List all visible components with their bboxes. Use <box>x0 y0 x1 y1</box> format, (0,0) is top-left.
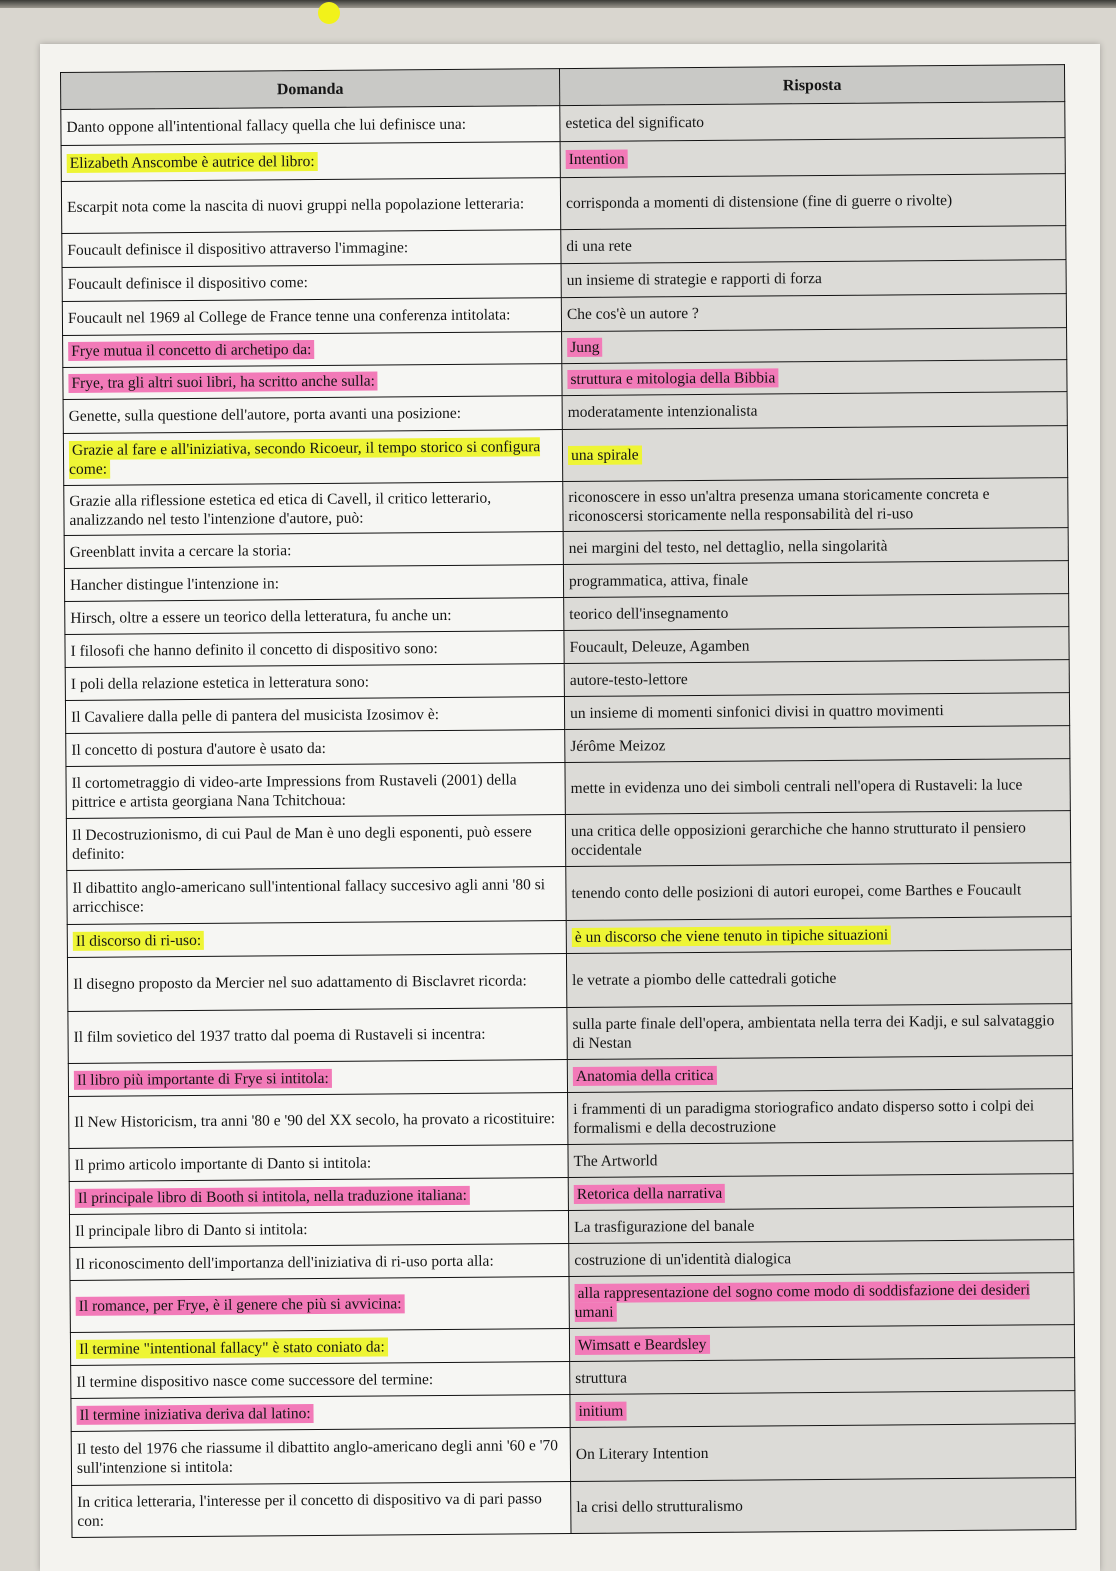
photo-top-edge <box>0 0 1116 8</box>
question-text: Il Decostruzionismo, di cui Paul de Man è uno degli esponenti, può essere definito: <box>71 822 532 863</box>
question-text: Il concetto di postura d'autore è usato da: <box>71 739 326 759</box>
answer-cell <box>561 294 1066 332</box>
question-text: Il disegno proposto da Mercier nel suo adattamento di Bisclavret ricorda: <box>73 972 527 993</box>
answer-cell <box>561 260 1066 298</box>
question-cell <box>63 364 562 400</box>
question-text: Foucault definisce il dispositivo come: <box>67 274 308 293</box>
answer-text: struttura e mitologia della Bibbia <box>567 368 778 389</box>
answer-cell <box>562 328 1067 364</box>
answer-cell <box>567 1056 1072 1093</box>
question-text: Grazie al fare e all'iniziativa, secondo Ricoeur, il tempo storico si configura come: <box>69 437 541 478</box>
answer-text: On Literary Intention <box>575 1444 709 1463</box>
answer-text: una spirale <box>568 445 642 465</box>
question-text: Hirsch, oltre a essere un teorico della letteratura, fu anche un: <box>70 606 452 627</box>
question-cell <box>69 1178 568 1215</box>
answer-text: costruzione di un'identità dialogica <box>574 1249 792 1269</box>
answer-cell <box>563 528 1068 565</box>
question-cell <box>67 954 566 1012</box>
question-cell <box>71 1395 570 1432</box>
question-text: Hancher distingue l'intenzione in: <box>69 574 280 594</box>
answer-cell <box>560 102 1065 142</box>
answer-text: di una rete <box>566 237 632 256</box>
question-text: I poli della relazione estetica in letteratura sono: <box>70 673 370 693</box>
question-cell <box>71 1428 570 1486</box>
answer-cell <box>566 917 1071 954</box>
answer-cell <box>570 1358 1075 1395</box>
answer-cell <box>570 1391 1075 1428</box>
answer-cell <box>562 392 1067 430</box>
answer-cell <box>560 138 1065 178</box>
answer-text: Jérôme Meizoz <box>570 736 666 755</box>
question-cell <box>66 763 565 819</box>
answer-text: moderatamente intenzionalista <box>567 402 758 422</box>
answer-cell <box>561 226 1066 264</box>
question-text: Frye mutua il concetto di archetipo da: <box>68 340 314 361</box>
answer-cell <box>568 1174 1073 1211</box>
question-cell <box>66 730 565 767</box>
question-text: Il Cavaliere dalla pelle di pantera del musicista Izosimov è: <box>70 705 440 726</box>
qa-table <box>60 64 1076 1538</box>
question-cell <box>65 664 564 701</box>
question-text: Escarpit nota come la nascita di nuovi gruppi nella popolazione letteraria: <box>66 195 525 216</box>
question-text: Il film sovietico del 1937 tratto dal poema di Rustaveli si incentra: <box>73 1025 486 1046</box>
answer-cell <box>562 360 1067 396</box>
table-row <box>69 1089 1073 1149</box>
answer-text: Foucault, Deleuze, Agamben <box>569 637 750 656</box>
question-text: Foucault nel 1969 al College de France tenne una conferenza intitolata: <box>67 306 511 327</box>
question-cell <box>64 532 563 569</box>
question-cell <box>63 332 562 368</box>
question-text: Il principale libro di Danto si intitola: <box>75 1220 308 1240</box>
question-text: Grazie alla riflessione estetica ed etica di Cavell, il critico letterario, analizzando nel testo l'intenzione d'autore, può: <box>69 489 492 529</box>
answer-cell <box>562 426 1067 482</box>
question-cell <box>70 1329 569 1366</box>
answer-text: La trasfigurazione del banale <box>574 1217 755 1236</box>
answer-cell <box>564 693 1069 730</box>
answer-text: autore-testo-lettore <box>569 670 688 689</box>
question-text: In critica letteraria, l'interesse per il concetto di dispositivo va di pari passo con: <box>77 1489 542 1530</box>
table-row <box>61 174 1065 234</box>
question-text: I filosofi che hanno definito il concetto di dispositivo sono: <box>70 639 438 660</box>
answer-cell <box>568 1141 1073 1178</box>
question-cell <box>64 482 563 536</box>
question-text: Elizabeth Anscombe è autrice del libro: <box>67 152 318 173</box>
answer-cell <box>563 478 1068 532</box>
question-text: Il New Historicism, tra anni '80 e '90 del XX secolo, ha provato a ricostituire: <box>74 1110 556 1131</box>
answer-text: corrisponda a momenti di distensione (fine di guerre o rivolte) <box>565 191 953 213</box>
answer-text: mette in evidenza uno dei simboli centrali nell'opera di Rustaveli: la luce <box>570 776 1023 798</box>
table-row <box>68 1004 1072 1064</box>
answer-cell <box>566 950 1071 1008</box>
question-cell <box>71 1362 570 1399</box>
question-text: Greenblatt invita a cercare la storia: <box>69 541 292 561</box>
table-row <box>70 1273 1074 1333</box>
answer-cell <box>565 726 1070 763</box>
answer-text: sulla parte finale dell'opera, ambientata nella terra dei Kadji, e sul salvataggio di Nestan <box>572 1011 1055 1052</box>
question-cell <box>62 264 561 302</box>
answer-text: è un discorso che viene tenuto in tipiche situazioni <box>572 925 892 947</box>
question-text: Il termine iniziativa deriva dal latino: <box>76 1404 313 1425</box>
table-row <box>66 811 1070 871</box>
answer-text: nei margini del testo, nel dettaglio, nella singolarità <box>568 537 888 557</box>
question-cell <box>66 815 565 871</box>
answer-cell <box>569 1273 1074 1329</box>
answer-cell <box>566 863 1071 921</box>
answer-text: initium <box>575 1401 626 1420</box>
answer-text: Anatomia della critica <box>573 1065 717 1085</box>
question-cell <box>68 1008 567 1064</box>
answer-cell <box>570 1424 1075 1482</box>
answer-cell <box>563 561 1068 598</box>
answer-text: alla rappresentazione del sogno come modo di soddisfazione dei desideri umani <box>574 1280 1031 1321</box>
answer-text: una critica delle opposizioni gerarchiche che hanno strutturato il pensiero occidentale <box>570 818 1026 859</box>
question-cell <box>69 1211 568 1248</box>
answer-cell <box>564 594 1069 631</box>
answer-cell <box>568 1207 1073 1244</box>
answer-text: Jung <box>567 338 602 357</box>
question-text: Danto oppone all'intentional fallacy quella che lui definisce una: <box>66 115 467 136</box>
question-cell <box>62 298 561 336</box>
answer-text: i frammenti di un paradigma storiografico andato disperso sotto i colpi dei formalismi e della decostruzione <box>573 1096 1035 1137</box>
table-row <box>64 478 1068 536</box>
question-cell <box>68 1060 567 1097</box>
table-row <box>71 1424 1075 1486</box>
question-cell <box>67 921 566 958</box>
question-text: Il testo del 1976 che riassume il dibattito anglo-americano degli anni '60 e '70 sull'intenzione si intitola: <box>76 1436 559 1477</box>
answer-text: le vetrate a piombo delle cattedrali gotiche <box>572 969 837 990</box>
answer-text: Wimsatt e Beardsley <box>575 1334 710 1354</box>
table-row <box>67 950 1071 1012</box>
answer-cell <box>569 1240 1074 1277</box>
answer-text: un insieme di momenti sinfonici divisi in quattro movimenti <box>569 701 944 722</box>
question-text: Il discorso di ri-uso: <box>73 930 204 950</box>
question-cell <box>63 430 562 486</box>
question-text: Foucault definisce il dispositivo attraverso l'immagine: <box>67 239 409 259</box>
answer-cell <box>567 1004 1072 1060</box>
table-row <box>66 759 1070 819</box>
table-row <box>63 426 1067 486</box>
qa-body <box>61 102 1076 1538</box>
question-cell <box>61 106 560 146</box>
answer-text: struttura <box>575 1369 627 1387</box>
table-row <box>72 1478 1076 1538</box>
answer-cell <box>564 660 1069 697</box>
question-text: Il libro più importante di Frye si intitola: <box>74 1068 332 1089</box>
highlighter-mark <box>318 2 340 24</box>
question-cell <box>65 631 564 668</box>
question-cell <box>67 867 566 925</box>
question-text: Genette, sulla questione dell'autore, porta avanti una posizione: <box>68 404 462 425</box>
answer-text: The Artworld <box>573 1151 658 1170</box>
answer-text: tenendo conto delle posizioni di autori europei, come Barthes e Foucault <box>571 881 1022 903</box>
answer-text: un insieme di strategie e rapporti di forza <box>566 270 822 290</box>
answer-text: la crisi dello strutturalismo <box>576 1497 743 1516</box>
answer-cell <box>560 174 1065 230</box>
question-text: Frye, tra gli altri suoi libri, ha scritto anche sulla: <box>68 372 378 393</box>
question-cell <box>64 565 563 602</box>
question-cell <box>65 598 564 635</box>
answer-text: riconoscere in esso un'altra presenza umana storicamente concreta e riconoscersi storicamente nella responsabilità del ri-uso <box>568 485 990 525</box>
question-cell <box>70 1277 569 1333</box>
question-text: Il principale libro di Booth si intitola, nella traduzione italiana: <box>75 1185 470 1207</box>
question-text: Il riconoscimento dell'importanza dell'iniziativa di ri-uso porta alla: <box>75 1252 494 1273</box>
answer-text: estetica del significato <box>565 113 705 133</box>
question-cell <box>70 1244 569 1281</box>
question-cell <box>69 1093 568 1149</box>
question-text: Il romance, per Frye, è il genere che più si avvicina: <box>76 1294 405 1316</box>
table-row <box>67 863 1071 925</box>
question-text: Il primo articolo importante di Danto si intitola: <box>74 1154 372 1174</box>
answer-text: Retorica della narrativa <box>574 1183 726 1203</box>
answer-cell <box>571 1478 1076 1534</box>
question-cell <box>69 1145 568 1182</box>
question-cell <box>65 697 564 734</box>
question-cell <box>63 396 562 434</box>
answer-cell <box>565 759 1070 815</box>
answer-text: Che cos'è un autore ? <box>566 304 699 324</box>
answer-text: teorico dell'insegnamento <box>569 604 729 623</box>
question-text: Il cortometraggio di video-arte Impressions from Rustaveli (2001) della pittrice e artista georgiana Nana Tchitchoua: <box>71 770 517 811</box>
header-answer: Risposta <box>559 65 1064 106</box>
answer-cell <box>569 1325 1074 1362</box>
answer-text: programmatica, attiva, finale <box>568 571 749 590</box>
question-cell <box>62 230 561 268</box>
answer-cell <box>565 811 1070 867</box>
question-cell <box>61 178 560 234</box>
question-text: Il termine "intentional fallacy" è stato coniato da: <box>76 1337 388 1358</box>
answer-cell <box>564 627 1069 664</box>
answer-cell <box>568 1089 1073 1145</box>
question-text: Il termine dispositivo nasce come successore del termine: <box>76 1370 434 1391</box>
answer-text: Intention <box>566 150 628 169</box>
question-cell <box>72 1482 571 1538</box>
question-text: Il dibattito anglo-americano sull'intentional fallacy succesivo agli anni '80 si arricchisce: <box>72 875 546 916</box>
question-cell <box>61 142 560 182</box>
header-question: Domanda <box>61 69 560 110</box>
